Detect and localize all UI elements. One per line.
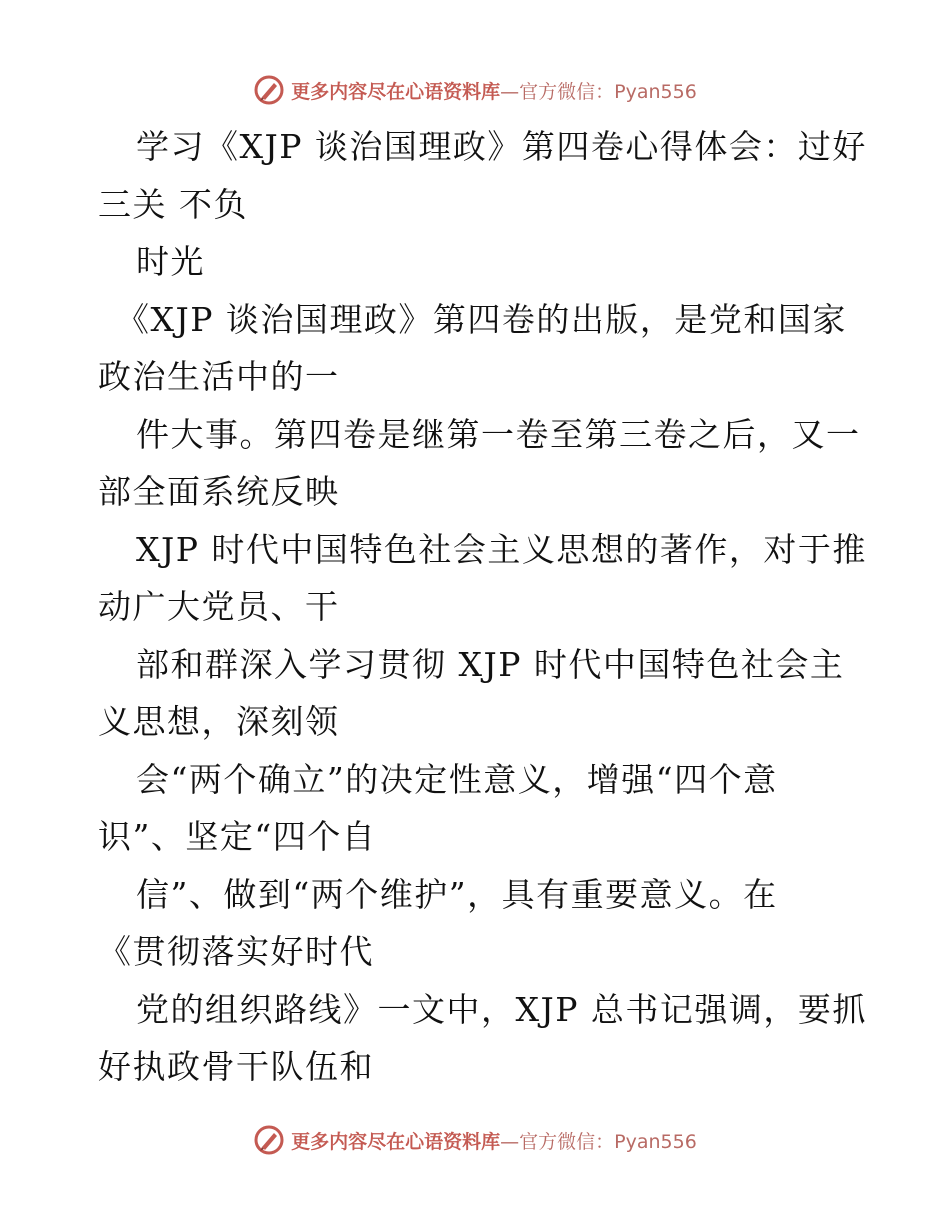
pen-logo-icon <box>253 1124 285 1156</box>
text-line: 好执政骨干队伍和 <box>98 1047 374 1086</box>
watermark-wechat: —官方微信：Pyan556 <box>500 80 697 103</box>
text-line: 三关 不负 <box>98 184 248 224</box>
watermark-wechat: —官方微信：Pyan556 <box>500 1130 697 1153</box>
text-line: 时光 <box>136 242 205 281</box>
text-line: 信”、做到“两个维护”，具有重要意义。在 <box>136 874 778 914</box>
text-line: 政治生活中的一 <box>98 357 340 396</box>
watermark-text <box>291 77 697 104</box>
footer-watermark <box>0 1120 950 1160</box>
text-line: 识”、坚定“四个自 <box>98 817 377 856</box>
text-line: 部和群深入学习贯彻 XJP 时代中国特色社会主 <box>136 644 845 684</box>
pen-logo-icon <box>253 74 285 106</box>
text-line: 学习《XJP 谈治国理政》第四卷心得体会：过好 <box>136 127 867 166</box>
header-watermark <box>0 70 950 110</box>
watermark-text <box>291 1127 697 1154</box>
text-line: 义思想，深刻领 <box>98 702 340 741</box>
text-line: 部全面系统反映 <box>98 472 340 511</box>
text-line: 《XJP 谈治国理政》第四卷的出版，是党和国家 <box>116 299 847 339</box>
text-line: 动广大党员、干 <box>98 587 340 626</box>
text-line: 会“两个确立”的决定性意义，增强“四个意 <box>136 759 778 799</box>
text-line: 《贯彻落实好时代 <box>98 932 374 971</box>
text-line: XJP 时代中国特色社会主义思想的著作，对于推 <box>136 529 867 569</box>
watermark-brand: 更多内容尽在心语资料库 <box>291 1130 501 1153</box>
text-line: 件大事。第四卷是继第一卷至第三卷之后，又一 <box>136 414 861 454</box>
watermark-brand: 更多内容尽在心语资料库 <box>291 80 501 103</box>
text-line: 党的组织路线》一文中，XJP 总书记强调，要抓 <box>136 989 867 1029</box>
document-body <box>98 118 867 1096</box>
